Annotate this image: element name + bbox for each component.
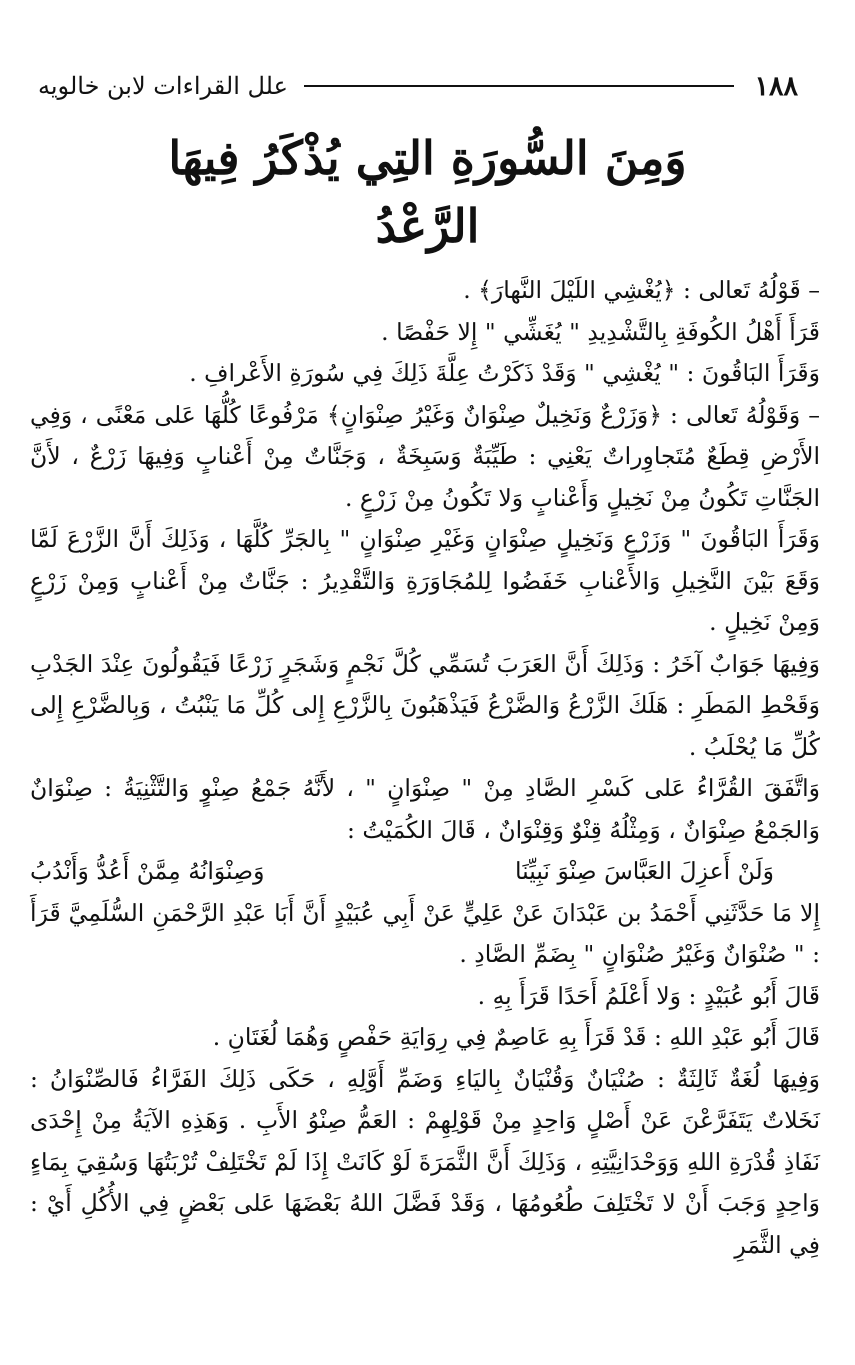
paragraph: وَفِيهَا لُغَةٌ ثَالِثَةٌ : صُنْيَانٌ وَقُنْيَانٌ بِاليَاءِ وَضَمِّ أَوَّلِهِ ، حَكَى ذَلِكَ الفَرَّاءُ فَالصِّنْوَانُ : نَخَلاتٌ يَتَفَرَّعْنَ عَنْ أَصْلٍ وَاحِدٍ مِنْ قَوْلِهِمْ : العَمُّ صِنْوُ الأَبِ . وَهَذِهِ الآيَةُ مِنْ إِحْدَى نَفَاذِ قُدْرَةِ اللهِ وَوَحْدَانِيَّتِهِ ، وَذَلِكَ أَنَّ الثَّمَرَةَ لَوْ كَانَتْ إِذَا لَمْ تَخْتَلِفْ تُرْبَتُهَا وَسُقِيَ بِمَاءٍ وَاحِدٍ وَجَبَ أَنْ لا تَخْتَلِفَ طُعُومُهَا ، وَقَدْ فَضَّلَ اللهُ بَعْضَهَا عَلى بَعْضٍ فِي الأُكُلِ أَيْ : فِي الثَّمَرِ xyxy=(30,1064,820,1259)
poetry-verse xyxy=(30,851,820,893)
page-number: ١٨٨ xyxy=(754,70,798,102)
verse-first-hemistich: وَلَنْ أَعزِلَ العَبَّاسَ صِنْوَ نَبِيِّنَا xyxy=(515,857,774,885)
body-text xyxy=(30,270,820,1266)
section-heading: وَمِنَ السُّورَةِ التِي يُذْكَرُ فِيهَا xyxy=(168,131,687,185)
paragraph: وَقَرَأَ البَاقُونَ " وَزَرْعٍ وَنَخِيلٍ صِنْوَانٍ وَغَيْرِ صِنْوَانٍ " بِالجَرِّ كُلَّهَا ، وَذَلِكَ أَنَّ الزَّرْعَ لَمَّا وَقَعَ بَيْنَ النَّخِيلِ وَالأَعْنابِ خَفَضُوا لِلمُجَاوَرَةِ وَالتَّقْدِيرُ : جَنَّاتٌ مِنْ أَعْنابٍ وَمِنْ زَرْعٍ وَمِنْ نَخِيلٍ . xyxy=(30,525,820,636)
paragraph: قَالَ أَبُو عَبْدِ اللهِ : قَدْ قَرَأَ بِهِ عَاصِمٌ فِي رِوَايَةِ حَفْصٍ وَهُمَا لُغَتَانِ . xyxy=(212,1023,820,1051)
paragraph: – وَقَوْلُهُ تَعالى : ﴿وَزَرْعٌ وَنَخِيلٌ صِنْوَانٌ وَغَيْرُ صِنْوَانٍ﴾ مَرْفُوعًا كُلُّهَا عَلى مَعْنًى ، وَفِي الأَرْضِ قِطَعٌ مُتَجاوِراتٌ يَعْنِي : طَيِّبَةٌ وَسَبِخَةٌ ، وَجَنَّاتٌ مِنْ أَعْنابٍ وَفِيهَا زَرْعٌ ، لأَنَّ الجَنَّاتِ تَكُونُ مِنْ نَخِيلٍ وَأَعْنابٍ وَلا تَكُونُ مِنْ زَرْعٍ . xyxy=(30,400,820,512)
paragraph: – قَوْلُهُ تَعالى : ﴿يُغْشِي اللَيْلَ النَّهارَ﴾ . xyxy=(463,276,820,304)
paragraph: قَالَ أَبُو عُبَيْدٍ : وَلا أَعْلَمُ أَحَدًا قَرَأَ بِهِ . xyxy=(477,981,820,1010)
paragraph: وَاتَّفَقَ القُرَّاءُ عَلى كَسْرِ الصَّادِ مِنْ " صِنْوَانٍ " ، لأَنَّهُ جَمْعُ صِنْوٍ وَالتَّثْنِيَةُ : صِنْوَانٌ وَالجَمْعُ صِنْوَانٌ ، وَمِثْلُهُ قِنْوٌ وَقِنْوَانٌ ، قَالَ الكُمَيْتُ : xyxy=(30,774,820,844)
running-title: علل القراءات لابن خالويه xyxy=(38,72,288,100)
paragraph: قَرَأَ أَهْلُ الكُوفَةِ بِالتَّشْدِيدِ " يُغَشِّي " إِلا حَفْصًا . xyxy=(381,317,820,346)
surah-name: الرَّعْدُ xyxy=(375,199,480,253)
verse-second-hemistich: وَصِنْوَانُهُ مِمَّنْ أَعُدُّ وَأَنْدُبُ xyxy=(30,857,265,885)
paragraph: إِلا مَا حَدَّثَنِي أَحْمَدُ بن عَبْدَانَ عَنْ عَلِيٍّ عَنْ أَبِي عُبَيْدٍ أَنَّ أَبَا عَبْدِ الرَّحْمَنِ السُّلَمِيَّ قَرَأَ : " صُنْوَانٌ وَغَيْرُ صُنْوَانٍ " بِضَمِّ الصَّادِ . xyxy=(30,898,820,968)
page-header xyxy=(38,66,798,106)
paragraph: وَفِيهَا جَوَابٌ آخَرُ : وَذَلِكَ أَنَّ العَرَبَ تُسَمِّي كُلَّ نَجْمٍ وَشَجَرٍ زَرْعًا فَيَقُولُونَ عِنْدَ الجَدْبِ وَقَحْطِ المَطَرِ : هَلَكَ الزَّرْعُ وَالضَّرْعُ فَيَذْهَبُونَ بِالزَّرْعِ إِلى كُلِّ مَا يَنْبُتُ ، وَبِالضَّرْعِ إِلى كُلِّ مَا يُحْلَبُ . xyxy=(30,649,820,761)
paragraph: وَقَرَأَ البَاقُونَ : " يُغْشِي " وَقَدْ ذَكَرْتُ عِلَّةَ ذَلِكَ فِي سُورَةِ الأَعْرافِ . xyxy=(189,359,820,387)
header-rule xyxy=(304,85,735,87)
